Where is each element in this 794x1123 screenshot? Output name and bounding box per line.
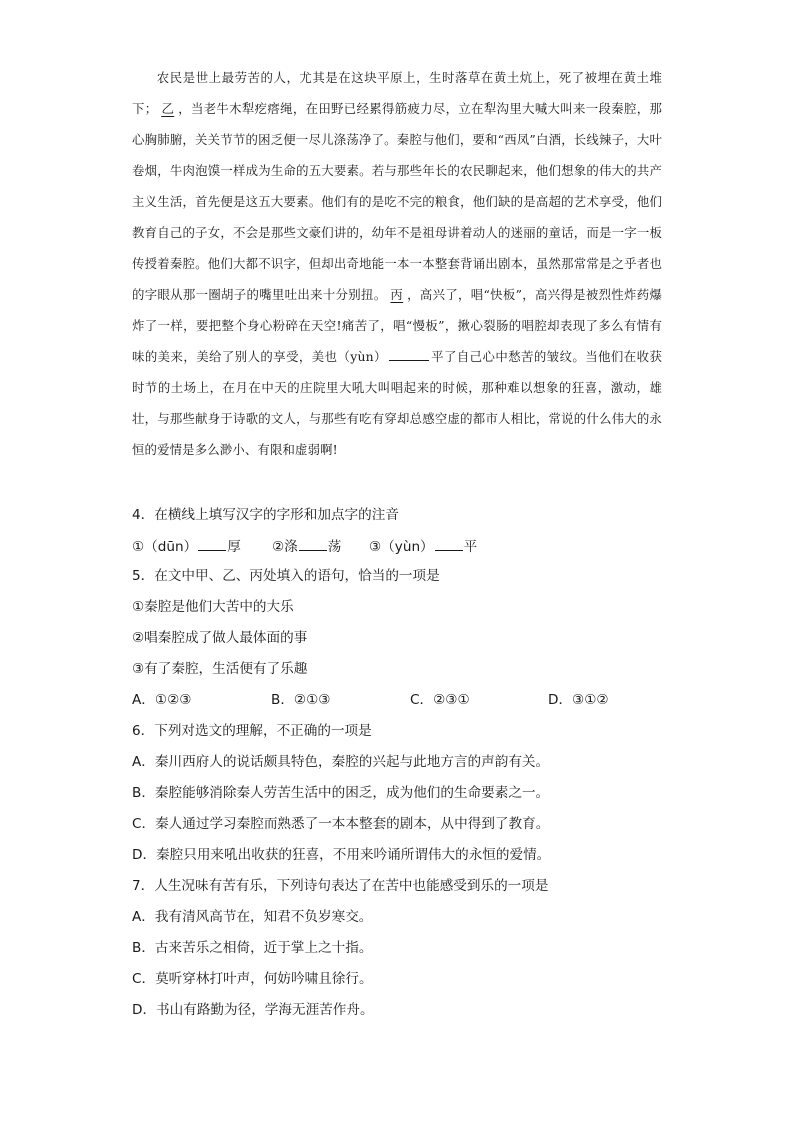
q4-item-1: ①（dūn） 厚: [132, 536, 241, 557]
q5-option-d[interactable]: D．③①②: [548, 692, 609, 708]
q4-title: 4．在横线上填写汉字的字形和加点字的注音: [132, 507, 399, 523]
q4-item-2: ②涤 荡: [272, 536, 341, 557]
q5-option-c[interactable]: C．②③①: [410, 692, 470, 708]
q7-title: 7．人生况味有苦有乐，下列诗句表达了在苦中也能感受到乐的一项是: [132, 878, 549, 894]
q4-item-3: ③（yùn） 平: [369, 536, 477, 557]
q7-option-a[interactable]: A．我有清风高节在，知君不负岁寒交。: [132, 909, 373, 925]
blank-bing: 丙: [390, 287, 404, 302]
q6-option-c[interactable]: C．秦人通过学习秦腔而熟悉了一本本整套的剧本，从中得到了教育。: [132, 816, 550, 832]
passage-text-1: 农民是世上最劳苦的人，尤其是在这块平原上，生时落草在黄土炕上，死了被埋在黄土堆下；: [132, 70, 662, 116]
q6-option-a[interactable]: A．秦川西府人的说话颇具特色，秦腔的兴起与此地方言的声韵有关。: [132, 754, 550, 770]
q6-option-b[interactable]: B．秦腔能够消除秦人劳苦生活中的困乏，成为他们的生命要素之一。: [132, 785, 550, 801]
q4-blank-3[interactable]: [435, 536, 463, 551]
q7-option-c[interactable]: C．莫听穿林打叶声，何妨吟啸且徐行。: [132, 971, 373, 987]
q4-blank-2[interactable]: [299, 536, 327, 551]
q5-statement-2: ②唱秦腔成了做人最体面的事: [132, 630, 308, 646]
blank-yi: 乙: [161, 101, 175, 116]
q6-title: 6．下列对选文的理解，不正确的一项是: [132, 723, 372, 739]
passage-text-2: ，当老牛木犁疙瘩绳，在田野已经累得筋疲力尽，立在犁沟里大喊大叫来一段秦腔，那心胸肺腑，关关节节的困乏便一尽儿涤荡净了。秦腔与他们，要和“西凤”白酒，长线辣子，大叶卷烟，牛肉泡馍一样成为生命的五大要素。若与那些年长的农民聊起来，他们想象的伟大的共产主义生活，首先便是这五大要素。他们有的是吃不完的粮食，他们缺的是高超的艺术享受，他们教育自己的子女，不会是那些文豪们讲的，幼年不是祖母讲着动人的迷丽的童话，而是一字一板传授着秦腔。他们大都不识字，但却出奇地能一本一本整套背诵出剧本，虽然那常常是之乎者也的字眼从那一圈胡子的嘴里吐出来十分别扭。: [132, 101, 662, 302]
q5-title: 5．在文中甲、乙、丙处填入的语句，恰当的一项是: [132, 568, 440, 584]
q5-option-b[interactable]: B．②①③: [271, 692, 331, 708]
passage-text-3: ，高兴了，唱“快板”，高兴得是被烈性炸药爆炸了一样，要把整个身心粉碎在天空!痛苦了，唱“慢板”，揪心裂肠的唱腔却表现了多么有情有味的美来，美给了别人的享受，美也（yùn）: [132, 287, 663, 364]
passage-paragraph: [132, 62, 662, 465]
q5-statement-3: ③有了秦腔，生活便有了乐趣: [132, 661, 308, 677]
fill-blank-yun[interactable]: [389, 348, 429, 361]
q6-option-d[interactable]: D．秦腔只用来吼出收获的狂喜，不用来吟诵所谓伟大的永恒的爱情。: [132, 847, 551, 863]
q5-statement-1: ①秦腔是他们大苦中的大乐: [132, 599, 294, 615]
q4-blank-1[interactable]: [198, 536, 226, 551]
q7-option-d[interactable]: D．书山有路勤为径，学海无涯苦作舟。: [132, 1002, 374, 1018]
passage-text-4: 平了自己心中愁苦的皱纹。当他们在收获时节的土场上，在月在中天的庄院里大吼大叫唱起来的时候，那种难以想象的狂喜，激动，雄壮，与那些献身于诗歌的文人，与那些有吃有穿却总感空虚的都市人相比，常说的什么伟大的永恒的爱情是多么渺小、有限和虚弱啊!: [132, 349, 662, 457]
q5-option-a[interactable]: A．①②③: [132, 692, 192, 708]
q7-option-b[interactable]: B．古来苦乐之相倚，近于掌上之十指。: [132, 940, 373, 956]
reading-passage: [132, 62, 662, 465]
